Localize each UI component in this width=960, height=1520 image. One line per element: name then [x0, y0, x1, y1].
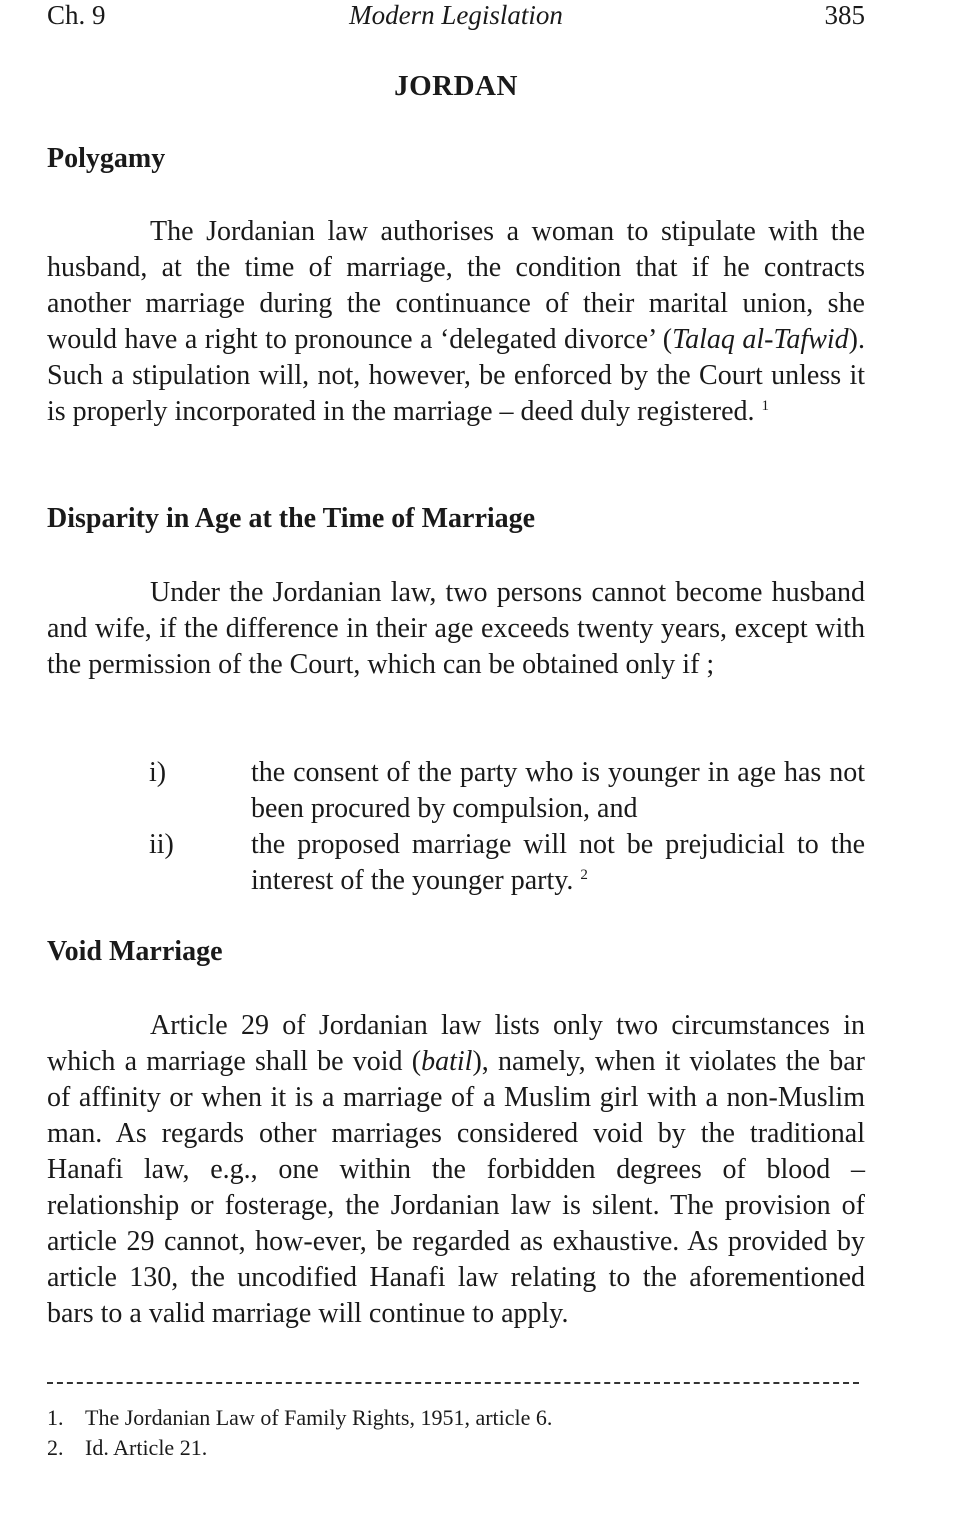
disparity-text: Under the Jordanian law, two persons cannot become husband and wife, if the difference in their age exceeds twenty years, except with the permission of the Court, which can be obtained only if ;	[47, 577, 865, 680]
polygamy-italic-term: Talaq al-Tafwid	[672, 324, 849, 355]
section-heading-polygamy: Polygamy	[47, 143, 166, 174]
paragraph-polygamy	[47, 214, 865, 430]
chapter-title: JORDAN	[394, 70, 518, 102]
footnote	[47, 1434, 207, 1462]
polygamy-text-1: The Jordanian law authorises a woman to stipulate with the husband, at the time of marriage, the condition that if he contracts another marriage during the continuance of their marital union, she would have a right to pronounce a ‘delegated divorce’ (	[47, 216, 865, 355]
void-text-2: ), namely, when it violates the bar of affinity or when it is a marriage of a Muslim girl with a non-Muslim man. As regards other marriages considered void by the traditional Hanafi law, e.g., one within the forbidden degrees of blood – relationship or fosterage, the Jordanian law is silent. The provision of article 29 cannot, how-ever, be regarded as exhaustive. As provided by article 130, the uncodified Hanafi law relating to the aforementioned bars to a valid marriage will continue to apply.	[47, 1046, 865, 1329]
running-header	[47, 0, 865, 34]
paragraph-void-marriage	[47, 1008, 865, 1332]
void-text-1: Article 29 of Jordanian law lists only two circumstances in which a marriage shall be void (	[47, 1010, 865, 1077]
footnote-ref-2: 2	[580, 867, 588, 883]
page-number: 385	[824, 0, 865, 30]
list-item-number: ii)	[149, 829, 174, 860]
footnote-text: Id. Article 21.	[85, 1435, 208, 1460]
footnote-number: 1.	[47, 1405, 64, 1430]
chapter-label: Ch. 9	[47, 0, 106, 30]
footnote-number: 2.	[47, 1435, 64, 1460]
running-title: Modern Legislation	[349, 0, 563, 30]
void-italic-term: batil	[421, 1046, 473, 1077]
list-item-number: i)	[149, 757, 167, 788]
polygamy-text-2: ). Such a stipulation will, not, however, be enforced by the Court unless it is properly incorporated in the marriage – deed duly registered.	[47, 324, 865, 427]
footnote	[47, 1404, 552, 1432]
footnote-ref-1: 1	[761, 398, 770, 414]
section-heading-disparity: Disparity in Age at the Time of Marriage	[47, 503, 536, 534]
list-item-text: the consent of the party who is younger in age has not been procured by compulsion, and	[251, 757, 865, 824]
list-item-text: the proposed marriage will not be prejudicial to the interest of the younger party. $^2$	[251, 829, 865, 896]
footnote-text: The Jordanian Law of Family Rights, 1951, article 6.	[85, 1405, 553, 1430]
section-heading-void-marriage: Void Marriage	[47, 936, 223, 967]
footnote-divider	[47, 1382, 859, 1384]
paragraph-disparity	[47, 575, 865, 683]
